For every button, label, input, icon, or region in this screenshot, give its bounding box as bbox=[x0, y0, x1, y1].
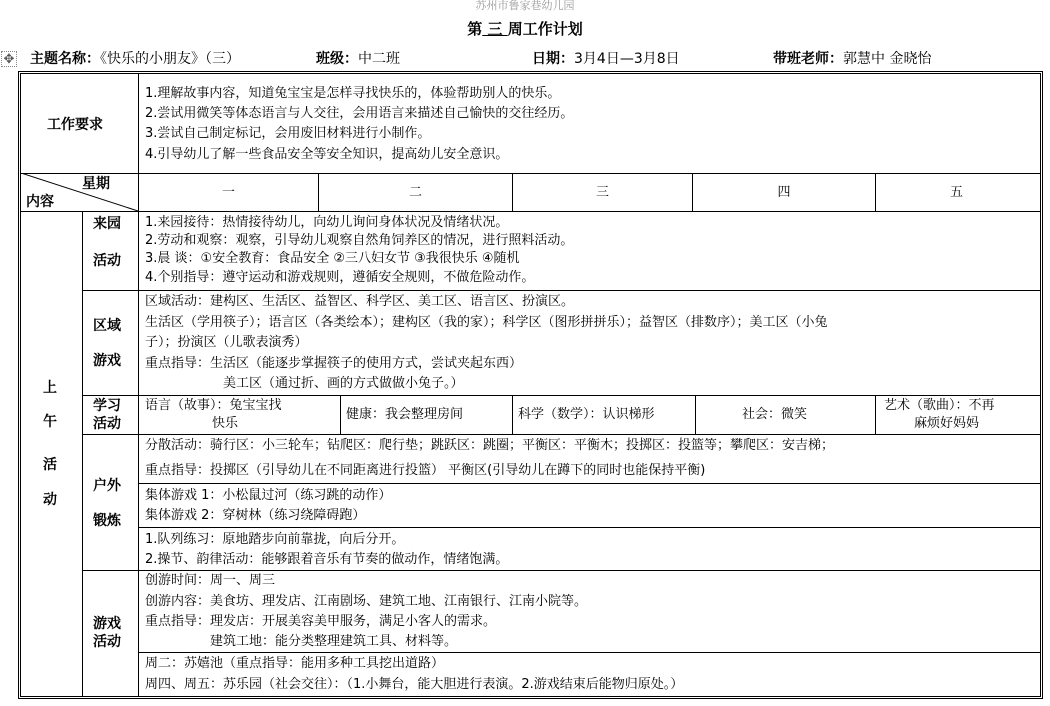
play-line: 建筑工地：能分类整理建筑工具、材料等。 bbox=[210, 634, 458, 649]
page-title bbox=[0, 19, 1050, 39]
class-info bbox=[316, 49, 400, 69]
learning-day-3: 科学（数学）：认识梯形 bbox=[518, 407, 655, 422]
requirement-item: 1.理解故事内容，知道兔宝宝是怎样寻找快乐的，体验帮助别人的快乐。 bbox=[145, 86, 561, 101]
outdoor-line: 集体游戏 2：穿树林（练习绕障碍跑） bbox=[145, 508, 366, 523]
arrival-line: 3.晨 谈：①安全教育：食品安全 ②三八妇女节 ③我很快乐 ④随机 bbox=[145, 251, 520, 266]
rule-learning-bottom bbox=[82, 434, 1040, 435]
morning-label-char: 上 bbox=[43, 380, 57, 396]
rule-arrival-bottom bbox=[82, 290, 1040, 291]
rule-period-column bbox=[82, 211, 83, 696]
play-label: 活动 bbox=[93, 634, 121, 650]
morning-label-char: 动 bbox=[43, 492, 57, 508]
theme-info bbox=[30, 49, 240, 69]
rule-learning-4 bbox=[875, 395, 876, 434]
area-games-label: 区域 bbox=[93, 318, 121, 334]
requirement-item: 4.引导幼儿了解一些食品安全等安全知识，提高幼儿安全意识。 bbox=[145, 147, 509, 162]
date-info bbox=[532, 49, 680, 69]
learning-day-1-cont: 快乐 bbox=[212, 416, 239, 431]
area-games-line: 子）；扮演区（儿歌表演秀） bbox=[145, 335, 308, 350]
outdoor-label: 锻炼 bbox=[93, 513, 121, 529]
morning-label-char: 活 bbox=[43, 457, 57, 473]
area-games-line: 美工区（通过折、画的方式做做小兔子。） bbox=[223, 376, 464, 391]
area-games-line: 区域活动：建构区、生活区、益智区、科学区、美工区、语言区、扮演区。 bbox=[145, 294, 575, 309]
requirement-item: 2.尝试用微笑等体态语言与人交往，会用语言来描述自己愉快的交往经历。 bbox=[145, 106, 574, 121]
requirements-label: 工作要求 bbox=[47, 117, 103, 133]
title-prefix: 第 bbox=[467, 20, 483, 38]
corner-content-label: 内容 bbox=[26, 194, 54, 210]
rule-outdoor-2 bbox=[138, 527, 1040, 528]
teacher-label: 带班老师： bbox=[773, 51, 843, 67]
outdoor-line: 2.操节、韵律活动：能够跟着音乐有节奏的做动作，情绪饱满。 bbox=[145, 552, 509, 567]
title-week-number: 三 bbox=[482, 20, 508, 38]
play-line: 创游内容：美食坊、理发店、江南剧场、建筑工地、江南银行、江南小院等。 bbox=[145, 594, 588, 609]
outdoor-line: 集体游戏 1：小松鼠过河（练习跳的动作） bbox=[145, 488, 392, 503]
outdoor-line: 1.队列练习：原地踏步向前靠拢，向后分开。 bbox=[145, 532, 405, 547]
weekday-1: 一 bbox=[221, 185, 235, 200]
learning-label: 活动 bbox=[93, 416, 121, 432]
area-games-line: 生活区（学用筷子）；语言区（各类绘本）；建构区（我的家）；科学区（图形拼拼乐）；益智区（排数序）；美工区（小兔 bbox=[145, 315, 828, 330]
weekday-3: 三 bbox=[595, 185, 609, 200]
title-suffix: 周工作计划 bbox=[507, 20, 583, 38]
date-label: 日期： bbox=[532, 51, 574, 67]
learning-day-1: 语言（故事）：兔宝宝找 bbox=[145, 398, 282, 413]
rule-learning-3 bbox=[695, 395, 696, 434]
rule-learning-2 bbox=[512, 395, 513, 434]
learning-day-2: 健康：我会整理房间 bbox=[346, 407, 464, 422]
area-games-label: 游戏 bbox=[93, 353, 121, 369]
area-games-line: 重点指导：生活区（能逐步掌握筷子的使用方式，尝试夹起东西） bbox=[145, 356, 523, 371]
learning-day-5: 艺术（歌曲）：不再 bbox=[884, 398, 995, 413]
class-value: 中二班 bbox=[358, 51, 400, 67]
arrival-line: 4.个别指导：遵守运动和游戏规则，遵循安全规则，不做危险动作。 bbox=[145, 270, 535, 285]
play-label: 游戏 bbox=[93, 616, 121, 632]
play-line: 周二：苏嬉池（重点指导：能用多种工具挖出道路） bbox=[145, 656, 445, 671]
rule-weekday-bottom bbox=[21, 211, 1040, 212]
theme-label: 主题名称： bbox=[30, 51, 100, 67]
arrival-label: 来园 bbox=[93, 216, 121, 232]
corner-weekday-label: 星期 bbox=[82, 176, 110, 192]
arrival-line: 2.劳动和观察：观察，引导幼儿观察自然角饲养区的情况，进行照料活动。 bbox=[145, 233, 574, 248]
arrival-label: 活动 bbox=[93, 253, 121, 269]
arrival-line: 1.来园接待：热情接待幼儿，向幼儿询问身体状况及情绪状况。 bbox=[145, 215, 509, 230]
play-line: 周四、周五：苏乐园（社会交往）：（1.小舞台，能大胆进行表演。2.游戏结束后能物归原处。） bbox=[145, 677, 684, 692]
learning-day-5-cont: 麻烦好妈妈 bbox=[914, 416, 980, 431]
weekday-2: 二 bbox=[408, 185, 422, 200]
class-label: 班级： bbox=[316, 51, 358, 67]
outdoor-line: 重点指导：投掷区（引导幼儿在不同距离进行投篮） 平衡区(引导幼儿在蹲下的同时也能保持平衡) bbox=[145, 463, 706, 478]
morning-label-char: 午 bbox=[43, 414, 57, 430]
rule-requirements-bottom bbox=[21, 173, 1040, 174]
learning-label: 学习 bbox=[93, 398, 121, 414]
rule-learning-1 bbox=[340, 395, 341, 434]
rule-outdoor-1 bbox=[138, 483, 1040, 484]
outdoor-line: 分散活动：骑行区：小三轮车；钻爬区：爬行垫；跳跃区：跳圈；平衡区：平衡木；投掷区：投篮等；攀爬区：安吉梯； bbox=[145, 438, 835, 453]
weekday-5: 五 bbox=[949, 185, 963, 200]
teacher-value: 郭慧中 金晓怡 bbox=[843, 51, 932, 67]
theme-value: 《快乐的小朋友》（三） bbox=[100, 51, 240, 67]
school-name: 苏州市鲁家巷幼儿园 bbox=[475, 0, 575, 12]
play-line: 重点指导：理发店：开展美容美甲服务，满足小客人的需求。 bbox=[145, 614, 497, 629]
rule-play-1 bbox=[138, 652, 1040, 653]
date-value: 3月4日—3月8日 bbox=[574, 51, 680, 67]
rule-label-column bbox=[138, 74, 139, 696]
weekday-4: 四 bbox=[777, 185, 791, 200]
table-move-handle-icon[interactable]: ✥ bbox=[1, 51, 17, 67]
outdoor-label: 户外 bbox=[93, 478, 121, 494]
teacher-info bbox=[773, 49, 931, 69]
learning-day-4: 社会：微笑 bbox=[742, 407, 808, 422]
requirement-item: 3.尝试自己制定标记，会用废旧材料进行小制作。 bbox=[145, 126, 431, 141]
play-line: 创游时间：周一、周三 bbox=[145, 573, 276, 588]
